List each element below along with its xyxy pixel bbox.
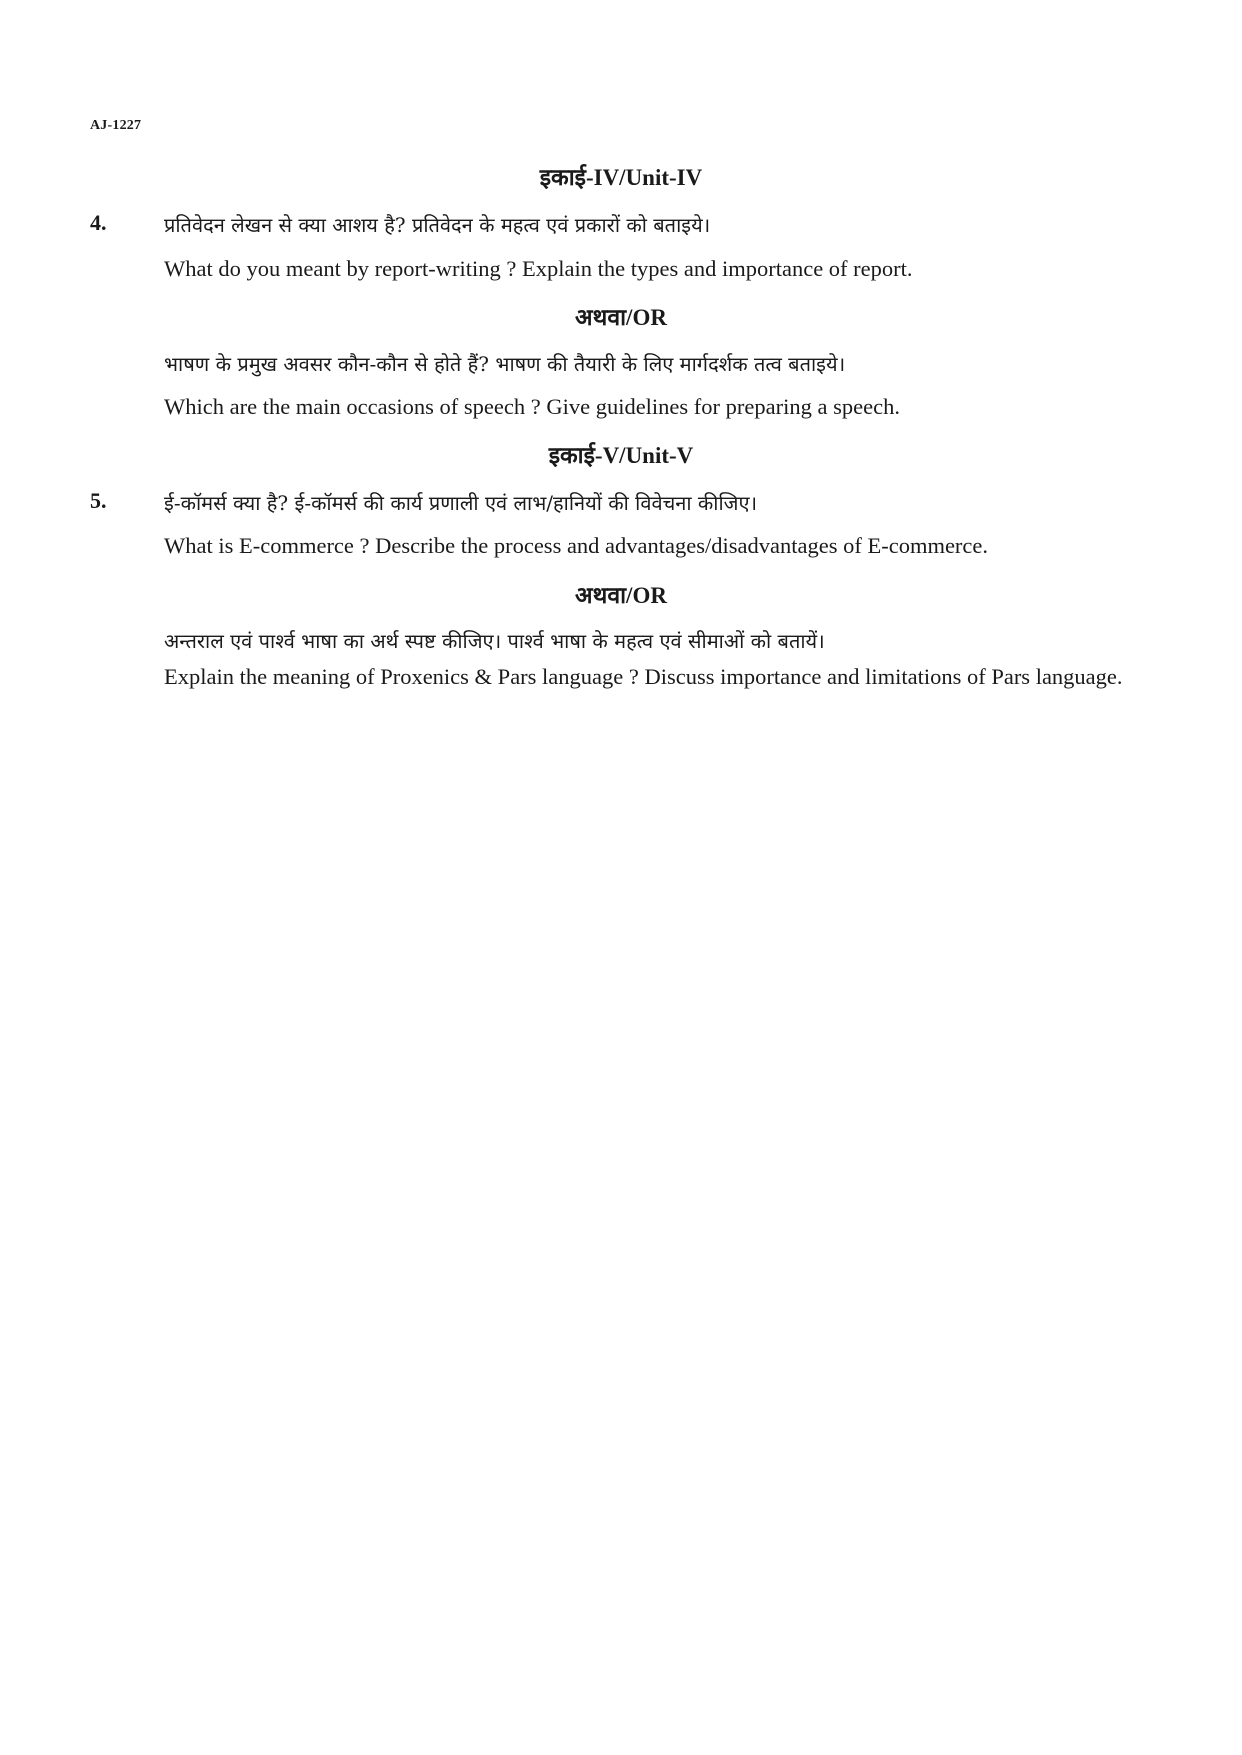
question-4-hindi: प्रतिवेदन लेखन से क्या आशय है? प्रतिवेदन के महत्व एवं प्रकारों को बताइये। <box>164 213 711 237</box>
question-4-english: What do you meant by report-writing ? Explain the types and importance of report. <box>164 256 913 281</box>
or-label-5: अथवा/OR <box>575 583 667 608</box>
question-number-4: 4. <box>90 210 107 235</box>
question-5-alt-hindi: अन्तराल एवं पार्श्व भाषा का अर्थ स्पष्ट कीजिए। पार्श्व भाषा के महत्व एवं सीमाओं को बतायें। <box>164 629 825 653</box>
unit-heading-4: इकाई-IV/Unit-IV <box>539 165 703 190</box>
question-5-hindi: ई-कॉमर्स क्या है? ई-कॉमर्स की कार्य प्रणाली एवं लाभ/हानियों की विवेचना कीजिए। <box>164 491 758 515</box>
paper-code: AJ-1227 <box>90 118 142 133</box>
question-4-alt-hindi: भाषण के प्रमुख अवसर कौन-कौन से होते हैं? भाषण की तैयारी के लिए मार्गदर्शक तत्व बताइये। <box>164 352 846 376</box>
unit-heading-5: इकाई-V/Unit-V <box>548 443 694 468</box>
question-5-alt-english: Explain the meaning of Proxenics & Pars language ? Discuss importance and limitations of Pars language. <box>164 664 1123 689</box>
question-4-alt-english: Which are the main occasions of speech ? Give guidelines for preparing a speech. <box>164 394 900 419</box>
or-label-4: अथवा/OR <box>575 305 667 330</box>
question-number-5: 5. <box>90 488 107 513</box>
question-5-english: What is E-commerce ? Describe the process and advantages/disadvantages of E-commerce. <box>164 533 989 558</box>
